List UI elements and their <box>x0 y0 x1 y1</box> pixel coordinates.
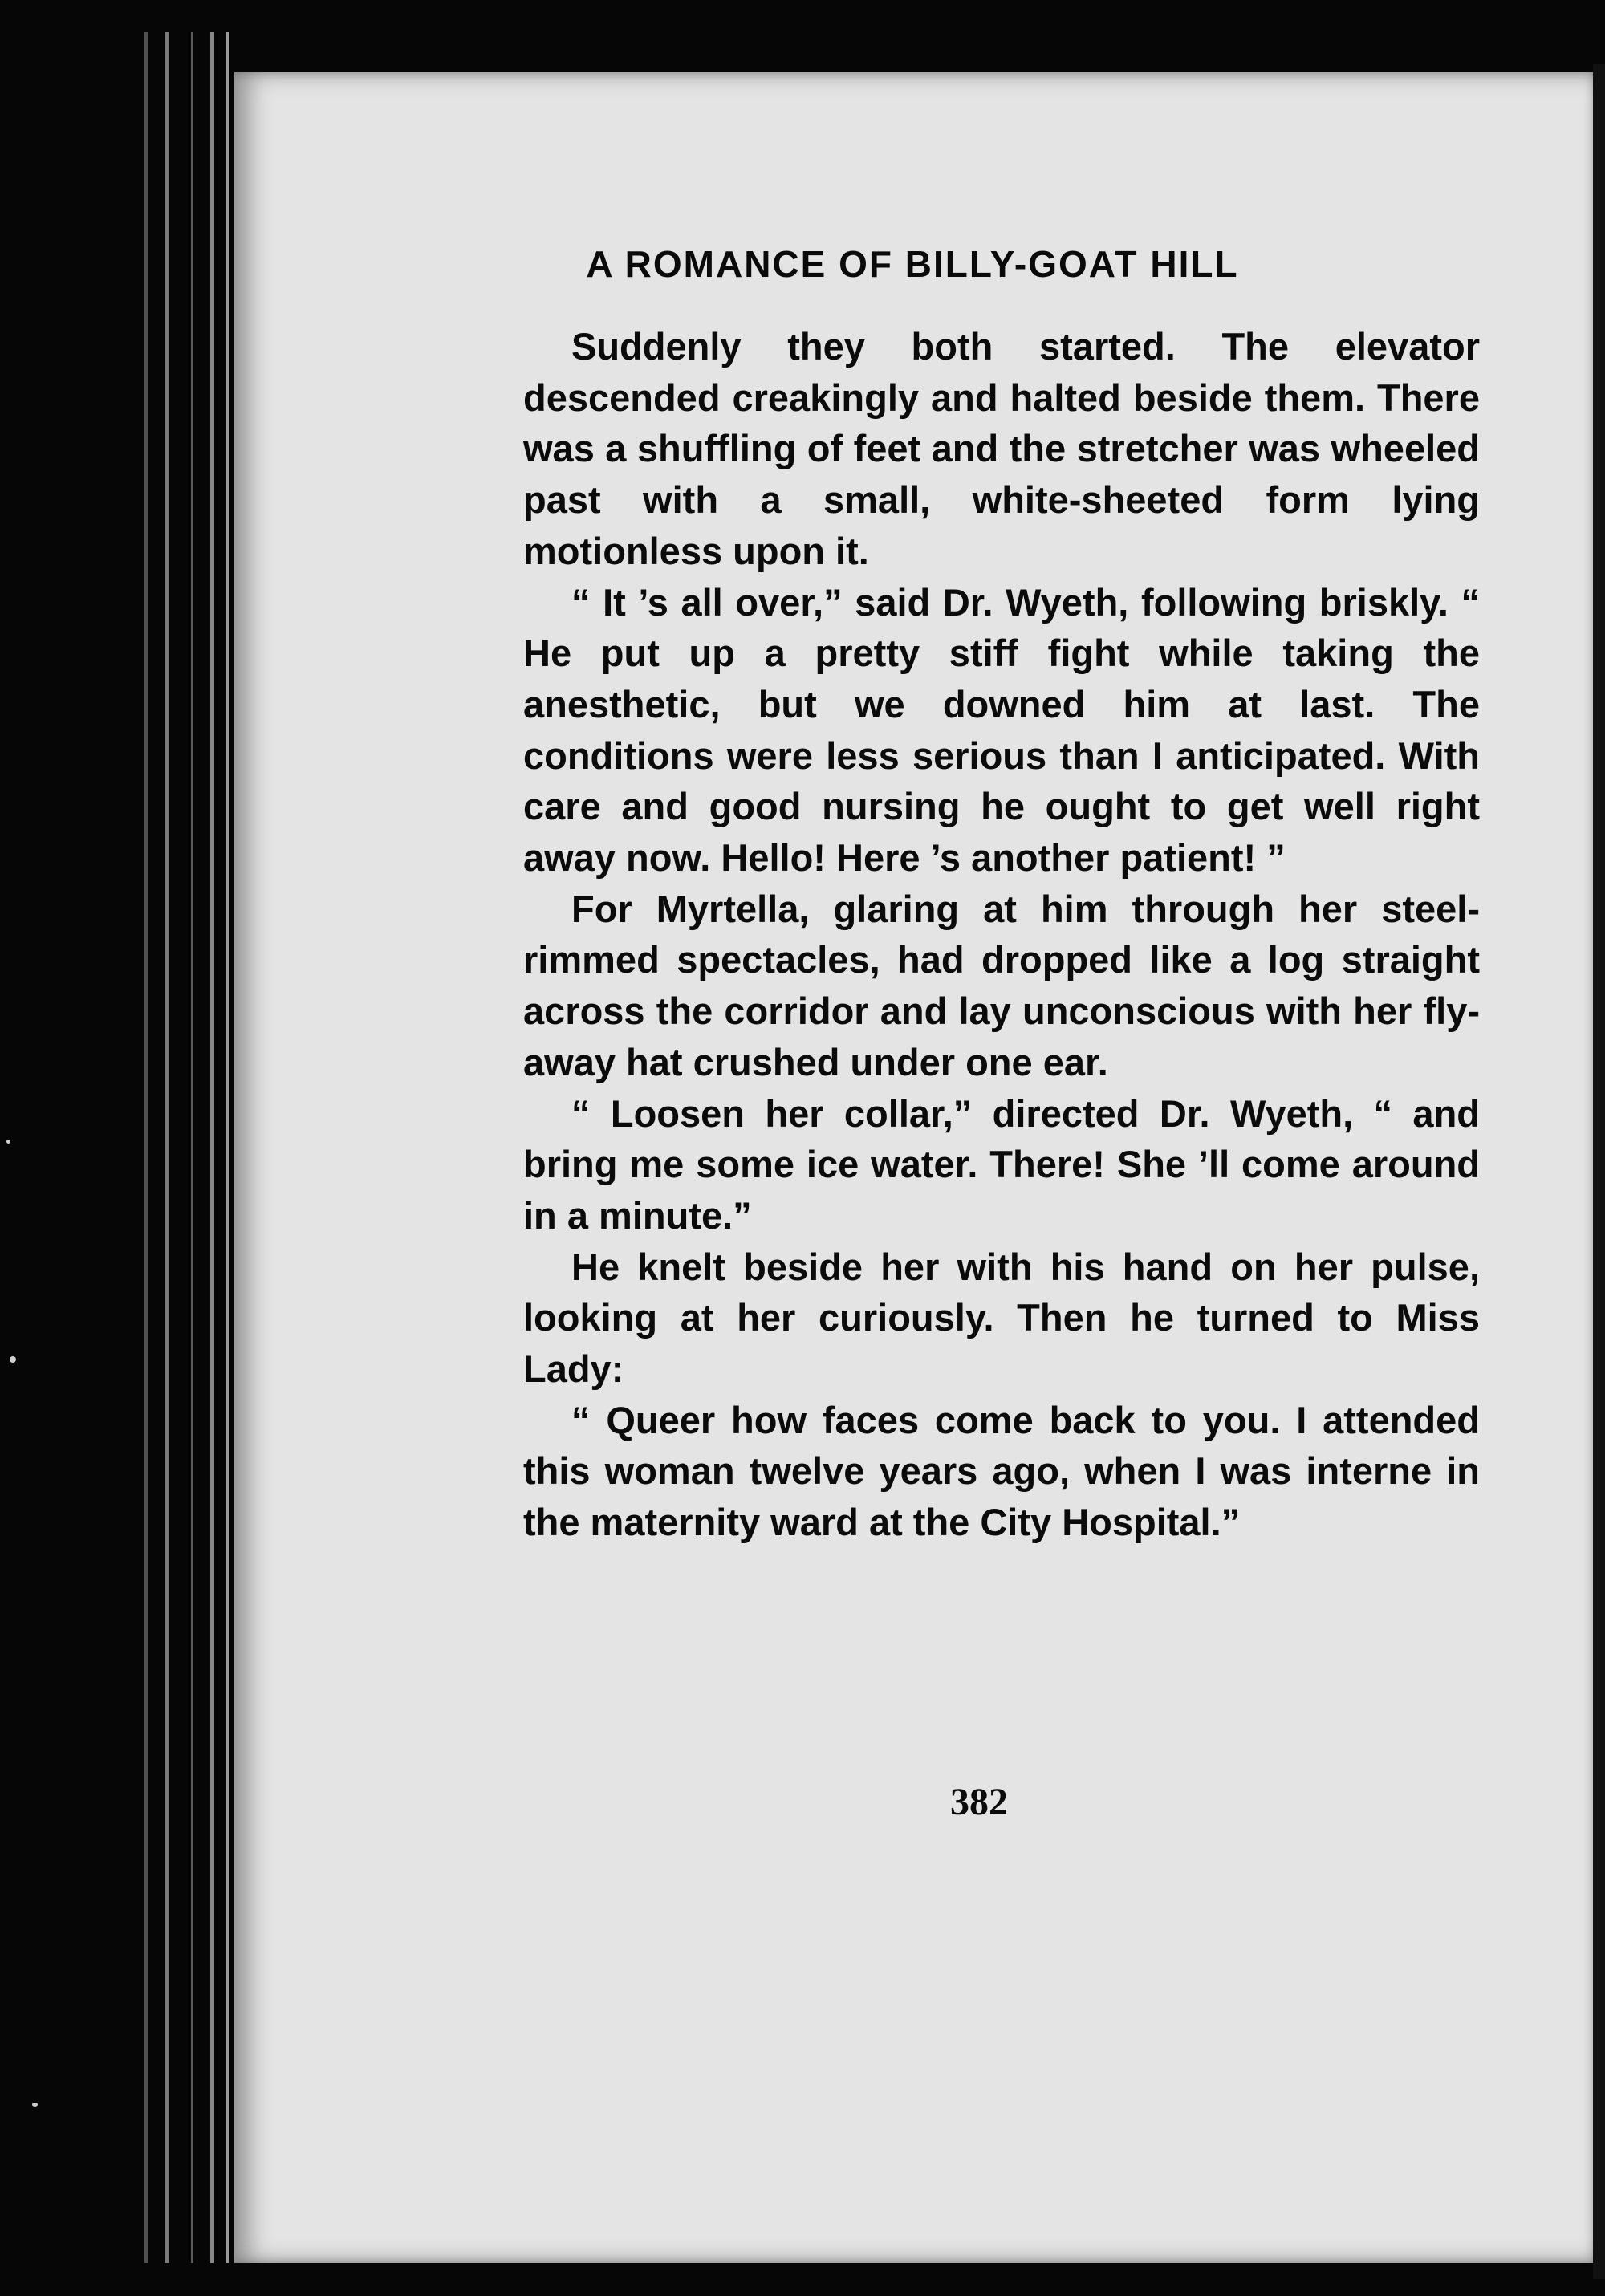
scan-speck <box>1549 88 1557 93</box>
body-text <box>523 321 1480 1548</box>
binding-edge <box>144 32 148 2263</box>
paragraph: Suddenly they both started. The elevator descended creakingly and halted beside them. There was a shuffling of feet and the stretcher was wheeled past with a small, white-sheeted form lying motionless upon it. <box>523 325 1480 572</box>
binding-edge <box>210 32 214 2263</box>
binding-edge <box>191 32 193 2263</box>
scan-speck <box>6 1140 10 1144</box>
paragraph: “ It ’s all over,” said Dr. Wyeth, following briskly. “ He put up a pretty stiff fight while taking the anesthetic, but we downed him at last. The conditions were less serious than I anticipated. With care and good nursing he ought to get well right away now. Hello! Here ’s another patient! ” <box>523 580 1480 880</box>
paragraph: “ Loosen her collar,” directed Dr. Wyeth, “ and bring me some ice water. There! She ’ll come around in a minute.” <box>523 1091 1480 1237</box>
scan-speck <box>10 1356 16 1363</box>
scan-speck <box>32 2103 38 2107</box>
paragraph: He knelt beside her with his hand on her pulse, looking at her curiously. Then he turned to Miss Lady: <box>523 1245 1480 1391</box>
paragraph: For Myrtella, glaring at him through her steel-rimmed spectacles, had dropped like a log straight across the corridor and lay unconscious with her fly-away hat crushed under one ear. <box>523 887 1480 1083</box>
running-head: A ROMANCE OF BILLY-GOAT HILL <box>586 243 1239 285</box>
page-number: 382 <box>950 1781 1008 1823</box>
binding-edge <box>226 32 229 2263</box>
paragraph: “ Queer how faces come back to you. I attended this woman twelve years ago, when I was interne in the maternity ward at the City Hospital.” <box>523 1398 1480 1544</box>
page-right-edge <box>1593 64 1605 2279</box>
binding-edge <box>165 32 169 2263</box>
